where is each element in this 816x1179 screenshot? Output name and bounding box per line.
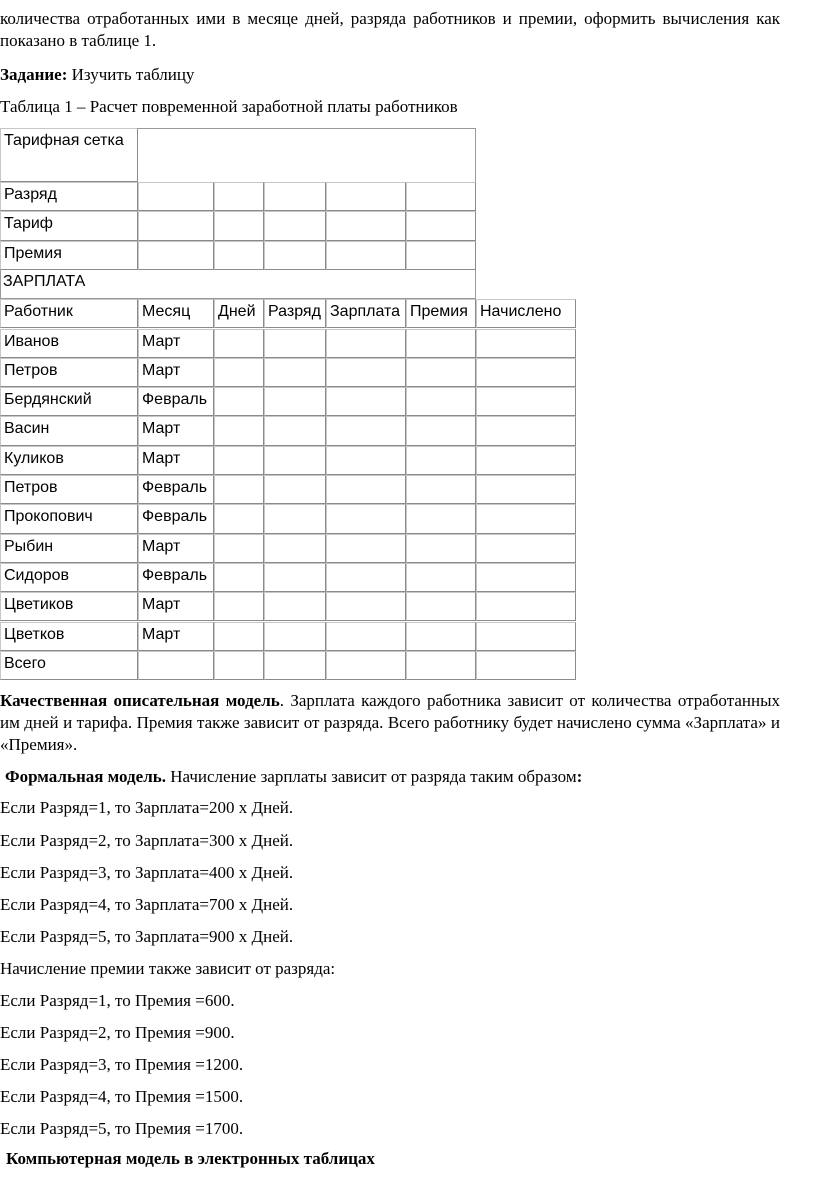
month-cell: Март (138, 446, 214, 475)
formal-model-colon: : (576, 767, 583, 786)
bonus-rule: Если Разряд=5, то Премия =1700. (0, 1119, 244, 1138)
table-caption: Таблица 1 – Расчет повременной заработной платы работников (0, 97, 458, 116)
employee-name-cell: Бердянский (0, 387, 138, 416)
column-header: Месяц (138, 299, 214, 328)
column-header: Зарплата (326, 299, 406, 328)
tariff-value-cell (264, 241, 326, 270)
table-cell (264, 387, 326, 416)
table-cell (476, 358, 576, 387)
table-cell (476, 504, 576, 533)
month-cell: Март (138, 622, 214, 651)
tariff-row-label: Премия (0, 241, 138, 270)
employee-name-cell: Васин (0, 416, 138, 445)
qualitative-model-paragraph (0, 690, 780, 756)
formal-model-text: Начисление зарплаты зависит от разряда таким образом (165, 767, 577, 786)
formal-model-line (5, 766, 582, 788)
table-cell (406, 446, 476, 475)
table-cell (214, 534, 264, 563)
bonus-intro: Начисление премии также зависит от разряда: (0, 959, 336, 978)
table-cell (214, 592, 264, 621)
table-cell (406, 416, 476, 445)
employee-name-cell: Цветков (0, 622, 138, 651)
table-cell (264, 475, 326, 504)
table-cell (326, 358, 406, 387)
tariff-value-cell (406, 182, 476, 211)
salary-rule: Если Разряд=3, то Зарплата=400 х Дней. (0, 863, 294, 882)
month-cell: Март (138, 534, 214, 563)
intro-paragraph: количества отработанных ими в месяце дней, разряда работников и премии, оформить вычисления как показано в таблице 1. (0, 9, 780, 50)
table-cell (264, 329, 326, 358)
tariff-title-cell: Тарифная сетка (0, 128, 138, 182)
salary-table (0, 128, 576, 680)
qualitative-model-text: . Зарплата каждого работника зависит от количества отработанных им дней и тарифа. Премия также зависит от разряда. Всего работнику будет начислено сумма «Зарплата» и «Премия». (0, 691, 780, 754)
column-header: Разряд (264, 299, 326, 328)
column-header: Премия (406, 299, 476, 328)
month-cell: Март (138, 329, 214, 358)
table-cell (326, 329, 406, 358)
total-cell (406, 651, 476, 680)
table-cell (264, 563, 326, 592)
table-cell (326, 416, 406, 445)
column-header: Дней (214, 299, 264, 328)
bonus-rule: Если Разряд=3, то Премия =1200. (0, 1055, 244, 1074)
table-cell (264, 592, 326, 621)
tariff-value-cell (138, 241, 214, 270)
month-cell: Март (138, 416, 214, 445)
table-cell (214, 358, 264, 387)
employee-name-cell: Прокопович (0, 504, 138, 533)
table-cell (326, 622, 406, 651)
salary-rule: Если Разряд=5, то Зарплата=900 х Дней. (0, 927, 294, 946)
table-cell (406, 504, 476, 533)
month-cell: Февраль (138, 387, 214, 416)
month-cell: Февраль (138, 475, 214, 504)
table-cell (214, 475, 264, 504)
table-cell (476, 446, 576, 475)
table-cell (406, 329, 476, 358)
total-cell (326, 651, 406, 680)
table-cell (406, 622, 476, 651)
table-cell (476, 387, 576, 416)
table-cell (326, 475, 406, 504)
table-cell (264, 622, 326, 651)
tariff-value-cell (264, 211, 326, 240)
employee-name-cell: Рыбин (0, 534, 138, 563)
table-cell (476, 592, 576, 621)
table-cell (264, 534, 326, 563)
month-cell: Март (138, 592, 214, 621)
tariff-value-cell (138, 211, 214, 240)
table-cell (326, 563, 406, 592)
task-label: Задание: (0, 65, 68, 84)
table-cell (476, 416, 576, 445)
table-cell (214, 387, 264, 416)
computer-model-label: Компьютерная модель в электронных таблицах (6, 1149, 375, 1168)
table-cell (326, 592, 406, 621)
tariff-value-cell (214, 182, 264, 211)
employee-name-cell: Петров (0, 475, 138, 504)
month-cell: Март (138, 358, 214, 387)
table-cell (406, 475, 476, 504)
employee-name-cell: Сидоров (0, 563, 138, 592)
table-cell (406, 387, 476, 416)
table-cell (476, 563, 576, 592)
column-header: Начислено (476, 299, 576, 328)
total-cell (214, 651, 264, 680)
table-cell (476, 475, 576, 504)
table-cell (476, 622, 576, 651)
table-cell (214, 563, 264, 592)
table-cell (214, 446, 264, 475)
tariff-value-cell (264, 182, 326, 211)
table-cell (214, 416, 264, 445)
table-cell (214, 622, 264, 651)
salary-rule: Если Разряд=1, то Зарплата=200 х Дней. (0, 798, 294, 817)
bonus-rule: Если Разряд=2, то Премия =900. (0, 1023, 235, 1042)
salary-rule: Если Разряд=2, то Зарплата=300 х Дней. (0, 831, 294, 850)
table-cell (406, 592, 476, 621)
employee-name-cell: Петров (0, 358, 138, 387)
total-cell (264, 651, 326, 680)
employee-name-cell: Цветиков (0, 592, 138, 621)
table-cell (326, 504, 406, 533)
tariff-value-cell (138, 182, 214, 211)
table-cell (264, 416, 326, 445)
total-cell (138, 651, 214, 680)
employee-name-cell: Иванов (0, 329, 138, 358)
task-text: Изучить таблицу (67, 65, 195, 84)
month-cell: Февраль (138, 563, 214, 592)
tariff-value-cell (326, 241, 406, 270)
tariff-value-cell (406, 241, 476, 270)
table-cell (264, 358, 326, 387)
tariff-value-cell (326, 182, 406, 211)
bonus-rule: Если Разряд=4, то Премия =1500. (0, 1087, 244, 1106)
table-cell (406, 563, 476, 592)
total-cell (476, 651, 576, 680)
table-cell (406, 534, 476, 563)
formal-model-label: Формальная модель. (5, 767, 166, 786)
table-cell (476, 534, 576, 563)
table-cell (264, 446, 326, 475)
salary-title-cell: ЗАРПЛАТА (3, 272, 86, 290)
employee-name-cell: Куликов (0, 446, 138, 475)
table-cell (214, 329, 264, 358)
table-cell (326, 446, 406, 475)
tariff-row-label: Тариф (0, 211, 138, 240)
tariff-value-cell (214, 241, 264, 270)
table-cell (326, 534, 406, 563)
table-cell (326, 387, 406, 416)
total-label-cell: Всего (0, 651, 138, 680)
column-header: Работник (0, 299, 138, 328)
tariff-row-label: Разряд (0, 182, 138, 211)
salary-rule: Если Разряд=4, то Зарплата=700 х Дней. (0, 895, 294, 914)
tariff-value-cell (406, 211, 476, 240)
table-cell (406, 358, 476, 387)
table-cell (214, 504, 264, 533)
computer-model-heading (6, 1148, 375, 1170)
month-cell: Февраль (138, 504, 214, 533)
qualitative-model-label: Качественная описательная модель (0, 691, 280, 710)
tariff-value-cell (214, 211, 264, 240)
bonus-rule: Если Разряд=1, то Премия =600. (0, 991, 235, 1010)
table-cell (476, 329, 576, 358)
task-line (0, 64, 194, 86)
table-cell (264, 504, 326, 533)
tariff-value-cell (326, 211, 406, 240)
